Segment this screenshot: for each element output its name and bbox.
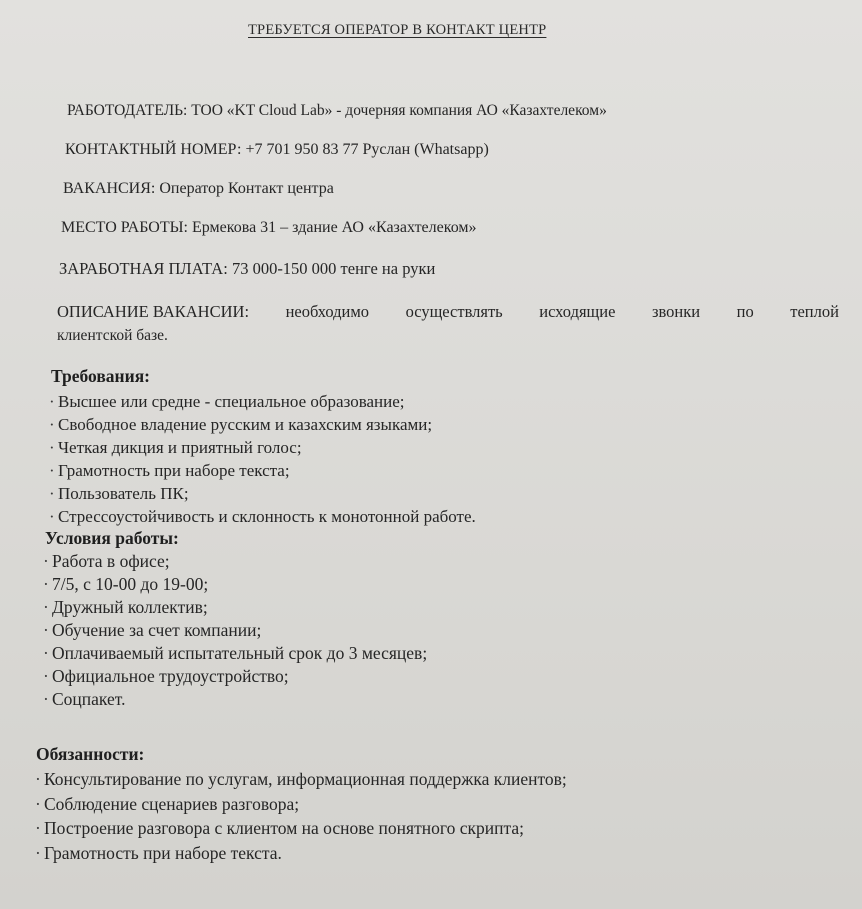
field-value: 73 000-150 000 тенге на руки bbox=[231, 259, 436, 278]
employer-field bbox=[67, 102, 607, 120]
list-item: · Дружный коллектив; bbox=[43, 597, 208, 617]
bullet-icon: · bbox=[49, 507, 55, 526]
requirements-list bbox=[49, 390, 476, 528]
field-label: МЕСТО РАБОТЫ: bbox=[61, 219, 188, 236]
bullet-icon: · bbox=[35, 818, 41, 838]
bullet-icon: · bbox=[49, 438, 55, 457]
list-item: · Соблюдение сценариев разговора; bbox=[35, 792, 567, 817]
field-value: Ермекова 31 – здание АО «Казахтелеком» bbox=[192, 219, 477, 236]
field-label: РАБОТОДАТЕЛЬ: bbox=[67, 102, 188, 119]
field-label: ЗАРАБОТНАЯ ПЛАТА: bbox=[59, 259, 228, 278]
bullet-icon: · bbox=[49, 484, 55, 503]
description-word: необходимо bbox=[285, 302, 370, 321]
salary-field bbox=[59, 259, 435, 279]
bullet-icon: · bbox=[43, 574, 49, 594]
bullet-icon: · bbox=[35, 793, 41, 814]
bullet-icon: · bbox=[43, 597, 49, 617]
conditions-list bbox=[43, 550, 427, 711]
field-label: ВАКАНСИЯ: bbox=[63, 180, 156, 197]
list-item: · Соцпакет. bbox=[43, 689, 126, 709]
description-word: звонки bbox=[651, 302, 701, 321]
vacancy-field bbox=[63, 180, 334, 198]
bullet-icon: · bbox=[49, 461, 55, 480]
bullet-icon: · bbox=[43, 643, 49, 663]
list-item: · Работа в офисе; bbox=[43, 551, 170, 571]
list-item: · Грамотность при наборе текста. bbox=[35, 841, 567, 866]
list-item: · Официальное трудоустройство; bbox=[43, 666, 289, 686]
field-value: +7 701 950 83 77 Руслан (Whatsapp) bbox=[245, 141, 489, 158]
bullet-icon: · bbox=[43, 551, 49, 571]
description-word: осуществлять bbox=[405, 302, 503, 321]
list-item: · 7/5, с 10-00 до 19-00; bbox=[43, 574, 209, 594]
bullet-icon: · bbox=[35, 842, 41, 863]
bullet-icon: · bbox=[43, 689, 49, 709]
description-word: по bbox=[736, 302, 754, 321]
conditions-heading: Условия работы: bbox=[45, 528, 179, 548]
duties-list bbox=[35, 767, 567, 865]
vacancy-description bbox=[57, 300, 839, 348]
bullet-icon: · bbox=[49, 415, 55, 434]
field-value: Оператор Контакт центра bbox=[159, 180, 334, 197]
list-item: · Обучение за счет компании; bbox=[43, 620, 262, 640]
description-label: ОПИСАНИЕ ВАКАНСИИ: bbox=[57, 302, 250, 321]
list-item: · Высшее или средне - специальное образование; bbox=[49, 392, 405, 411]
list-item: · Пользователь ПК; bbox=[49, 484, 189, 503]
bullet-icon: · bbox=[35, 769, 41, 789]
bullet-icon: · bbox=[43, 620, 49, 640]
requirements-heading: Требования: bbox=[51, 366, 151, 386]
description-line-1 bbox=[57, 300, 839, 324]
list-item: · Консультирование по услугам, информационная поддержка клиентов; bbox=[35, 767, 567, 792]
field-value: ТОО «KT Cloud Lab» - дочерняя компания АО «Казахтелеком» bbox=[191, 102, 607, 119]
list-item: · Четкая дикция и приятный голос; bbox=[49, 438, 302, 457]
document-title: ТРЕБУЕТСЯ ОПЕРАТОР В КОНТАКТ ЦЕНТР bbox=[248, 22, 547, 38]
bullet-icon: · bbox=[49, 392, 55, 411]
field-label: КОНТАКТНЫЙ НОМЕР: bbox=[65, 141, 242, 158]
bullet-icon: · bbox=[43, 666, 49, 686]
list-item: · Построение разговора с клиентом на основе понятного скрипта; bbox=[35, 816, 567, 841]
list-item: · Оплачиваемый испытательный срок до 3 месяцев; bbox=[43, 643, 428, 663]
description-word: теплой bbox=[790, 302, 839, 321]
list-item: · Грамотность при наборе текста; bbox=[49, 461, 290, 480]
list-item: · Стрессоустойчивость и склонность к монотонной работе. bbox=[49, 507, 476, 526]
description-line-2: клиентской базе. bbox=[57, 327, 168, 344]
workplace-field bbox=[61, 219, 477, 237]
list-item: · Свободное владение русским и казахским языками; bbox=[49, 415, 433, 434]
description-word: исходящие bbox=[539, 302, 616, 321]
contact-number-field bbox=[65, 141, 489, 159]
duties-heading: Обязанности: bbox=[36, 744, 145, 764]
